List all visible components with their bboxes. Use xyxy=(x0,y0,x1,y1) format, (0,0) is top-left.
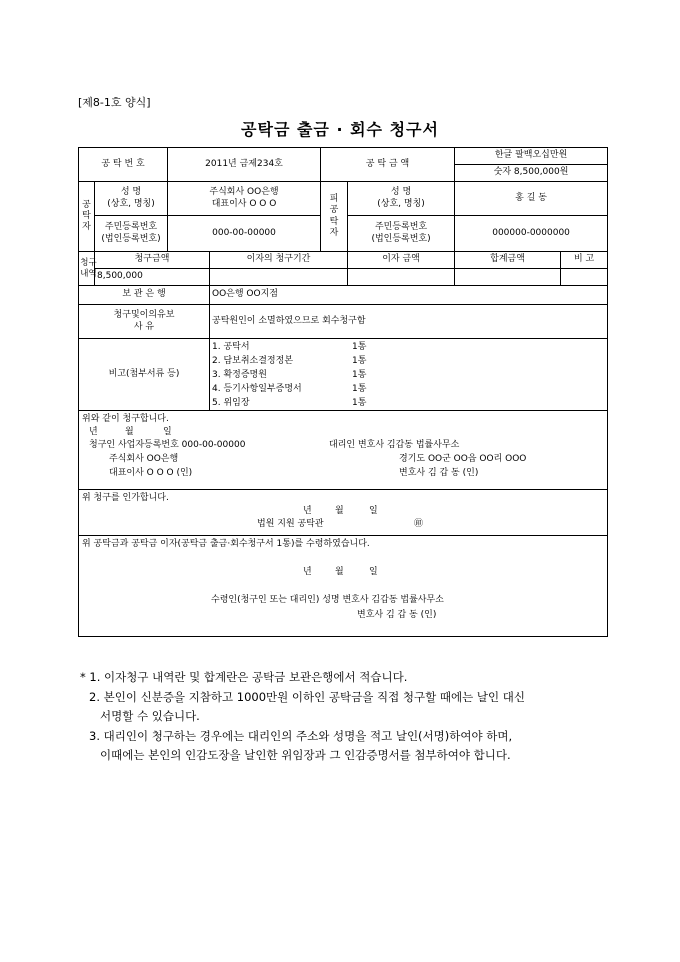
receiver-signature: 변호사 김 갑 동 (인) xyxy=(357,610,437,620)
approval-date-day: 일 xyxy=(369,506,378,516)
depositee-name-value: 홍 길 동 xyxy=(455,182,608,216)
claim-note-value xyxy=(561,269,608,286)
claim-amount-value: 8,500,000 xyxy=(95,269,210,286)
bank-value: OO은행 OO지점 xyxy=(210,286,608,305)
claim-col-total: 합계금액 xyxy=(455,252,561,269)
attachment-item: 1. 공탁서 1통 xyxy=(212,341,367,352)
receiver-line: 수령인(청구인 또는 대리인) 성명 변호사 김갑동 법률사무소 xyxy=(211,595,444,605)
receipt-date-day: 일 xyxy=(369,567,378,577)
claim-col-interest-period: 이자의 청구기간 xyxy=(210,252,348,269)
footnotes xyxy=(80,668,610,766)
attachments-list xyxy=(210,339,608,411)
claim-interest-period-value xyxy=(210,269,348,286)
court-line: 법원 지원 공탁관 xyxy=(257,519,324,529)
agent-address: 경기도 OO군 OO읍 OO리 OOO xyxy=(399,454,527,464)
reason-value: 공탁원인이 소멸하였으므로 회수청구함 xyxy=(210,305,608,339)
claim-col-amount: 청구금액 xyxy=(95,252,210,269)
attachment-item: 2. 담보취소결정정본 1통 xyxy=(212,355,367,366)
depositee-name-label: 성 명 (상호, 명칭) xyxy=(348,182,455,216)
approval-statement: 위 청구를 인가합니다. xyxy=(82,493,169,503)
attachments-label: 비고(첨부서류 등) xyxy=(79,339,210,411)
page-title: 공탁금 출금 · 회수 청구서 xyxy=(241,120,439,139)
claim-interest-amount-value xyxy=(348,269,455,286)
attachment-item: 3. 확정증명원 1통 xyxy=(212,369,367,380)
claim-total-value xyxy=(455,269,561,286)
claimant-ceo: 대표이사 O O O (인) xyxy=(109,468,193,478)
claimant-company: 주식회사 OO은행 xyxy=(109,454,179,464)
depositor-id-label: 주민등록번호 (법인등록번호) xyxy=(95,216,168,252)
attachment-item: 4. 등기사항일부증명서 1통 xyxy=(212,383,367,394)
bank-label: 보 관 은 행 xyxy=(79,286,210,305)
request-statement: 위와 같이 청구합니다. xyxy=(82,414,169,424)
approval-date-year: 년 xyxy=(303,506,312,516)
approval-date-month: 월 xyxy=(335,506,344,516)
depositor-name-label: 성 명 (상호, 명칭) xyxy=(95,182,168,216)
note-3-cont: 이때에는 본인의 인감도장을 날인한 위임장과 그 인감증명서를 첨부하여야 합니다. xyxy=(100,748,511,763)
deposit-amount-label: 공 탁 금 액 xyxy=(321,148,455,182)
agent-signature: 변호사 김 갑 동 (인) xyxy=(399,468,479,478)
depositee-id-value: 000000-0000000 xyxy=(455,216,608,252)
claim-col-interest-amount: 이자 금액 xyxy=(348,252,455,269)
request-date-year: 년 xyxy=(89,427,98,437)
approval-section xyxy=(79,490,608,536)
note-2: 2. 본인이 신분증을 지참하고 1000만원 이하인 공탁금을 직접 청구할 때에는 날인 대신 xyxy=(89,689,525,704)
depositor-label: 공탁자 xyxy=(79,182,95,252)
request-date-month: 월 xyxy=(125,427,134,437)
form-number: [제8-1호 양식] xyxy=(78,96,151,109)
court-seal-icon: ㊞ xyxy=(414,519,424,529)
receipt-statement: 위 공탁금과 공탁금 이자(공탁금 출금·회수청구서 1통)를 수령하였습니다. xyxy=(82,539,370,549)
request-date-day: 일 xyxy=(163,427,172,437)
reason-label: 청구및이의유보 사 유 xyxy=(79,305,210,339)
claimant-line: 청구인 사업자등록번호 000-00-00000 xyxy=(89,440,246,450)
depositor-name-value: 주식회사 OO은행 대표이사 O O O xyxy=(168,182,321,216)
depositor-id-value: 000-00-00000 xyxy=(168,216,321,252)
note-3: 3. 대리인이 청구하는 경우에는 대리인의 주소와 성명을 적고 날인(서명)하여야 하며, xyxy=(89,728,513,743)
claim-col-note: 비 고 xyxy=(561,252,608,269)
note-2-cont: 서명할 수 있습니다. xyxy=(100,709,200,724)
deposit-number-label: 공 탁 번 호 xyxy=(79,148,168,182)
agent-line: 대리인 변호사 김갑동 법률사무소 xyxy=(329,440,460,450)
deposit-amount-korean: 한글 팔백오십만원 xyxy=(455,148,608,165)
depositee-label: 피공탁자 xyxy=(321,182,348,252)
deposit-amount-numeric: 숫자 8,500,000원 xyxy=(455,165,608,182)
request-section xyxy=(79,411,608,490)
receipt-date-month: 월 xyxy=(335,567,344,577)
claim-form-table xyxy=(78,147,608,637)
depositee-id-label: 주민등록번호 (법인등록번호) xyxy=(348,216,455,252)
receipt-date-year: 년 xyxy=(303,567,312,577)
note-1: * 1. 이자청구 내역란 및 합계란은 공탁금 보관은행에서 적습니다. xyxy=(80,670,408,684)
receipt-section xyxy=(79,536,608,637)
claim-label: 청구내역 xyxy=(79,252,95,286)
attachment-item: 5. 위임장 1통 xyxy=(212,397,367,408)
deposit-number-value: 2011년 금제234호 xyxy=(168,148,321,182)
